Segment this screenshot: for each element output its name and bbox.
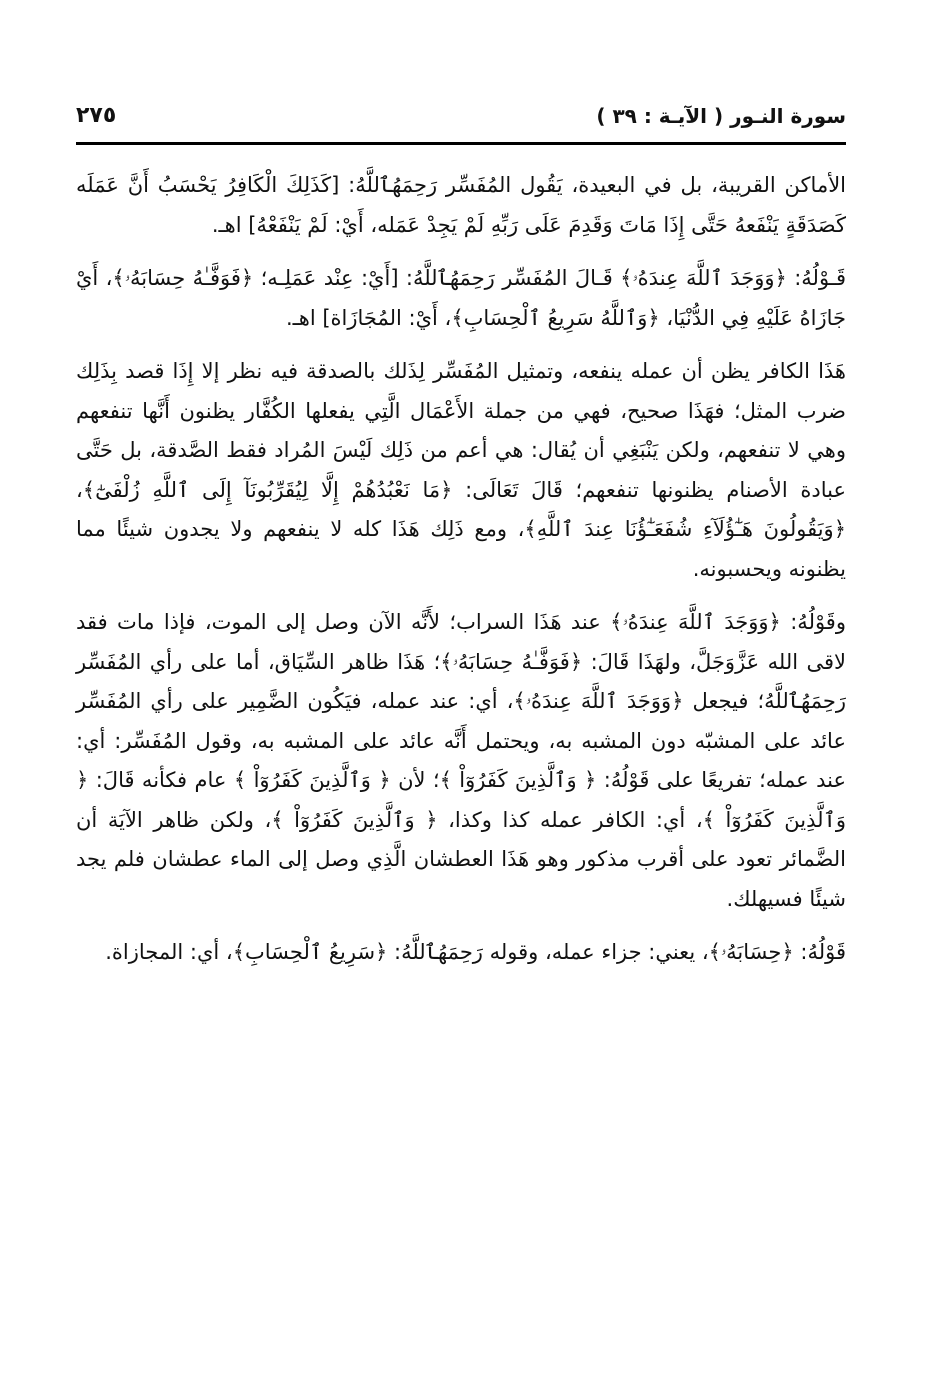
surah-header-title: سورة النـور ( الآيـة : ٣٩ ) — [596, 104, 846, 128]
paragraph-4: وقَوْلُهُ: ﴿وَوَجَدَ ٱللَّهَ عِندَهُۥ﴾ عند هَذَا السراب؛ لأَنَّه الآن وصل إلى الموت، فإذا مات فقد لاقى الله عَزَّوَجَلَّ، ولهَذَا قَالَ: ﴿فَوَفَّـٰهُ حِسَابَهُۥ﴾؛ هَذَا ظاهر السِّيَاق، أما على رأي المُفَسِّر رَحِمَهُٱللَّهُ؛ فيجعل ﴿وَوَجَدَ ٱللَّهَ عِندَهُۥ﴾، أي: عند عمله، فيَكُون الضَّمِير على رأي المُفَسِّر عائد على المشبّه دون المشبه به، ويحتمل أَنَّه عائد على المشبه به، وقول المُفَسِّر: أي: عند عمله؛ تفريعًا على قَوْلُهُ: ﴿ وَٱلَّذِينَ كَفَرُوٓاْ ﴾؛ لأن ﴿ وَٱلَّذِينَ كَفَرُوٓاْ ﴾ عام فكأنه قَالَ: ﴿ وَٱلَّذِينَ كَفَرُوٓاْ ﴾، أي: الكافر عمله كذا وكذا، ﴿ وَٱلَّذِينَ كَفَرُوٓاْ ﴾، ولكن ظاهر الآيَة أن الضَّمائر تعود على أقرب مذكور وهو هَذَا العطشان الَّذِي وصل إلى الماء عطشان فلم يجد شيئًا فسيهلك. — [76, 610, 846, 911]
paragraph-5: قَوْلُهُ: ﴿حِسَابَهُۥ﴾، يعني: جزاء عمله، وقوله رَحِمَهُٱللَّهُ: ﴿سَرِيعُ ٱلْحِسَابِ﴾، أي: المجازاة. — [105, 940, 846, 964]
header-rule — [76, 142, 846, 145]
paragraph-2: قَـوْلُهُ: ﴿وَوَجَدَ ٱللَّهَ عِندَهُۥ﴾ قَـالَ المُفَسِّر رَحِمَهُٱللَّهُ: [أَيْ: عِنْد عَمَلِـه؛ ﴿فَوَفَّـٰهُ حِسَابَهُۥ﴾، أَيْ جَازَاهُ عَلَيْهِ فِي الدُّنْيَا، ﴿وَٱللَّهُ سَرِيعُ ٱلْحِسَابِ﴾، أَيْ: المُجَازَاة] اهـ. — [76, 266, 846, 330]
paragraph-1: الأماكن القريبة، بل في البعيدة، يَقُول المُفَسِّر رَحِمَهُٱللَّهُ: [كَذَلِكَ الْكَافِرُ يَحْسَبُ أَنَّ عَمَلَه كَصَدَقَةٍ يَنْفَعهُ حَتَّى إِذَا مَاتَ وَقَدِمَ عَلَى رَبِّهِ لَمْ يَجِدْ عَمَله، أَيْ: لَمْ يَنْفَعْهُ] اهـ. — [76, 173, 846, 237]
page-header — [76, 96, 846, 136]
page-number: ٢٧٥ — [76, 103, 117, 128]
paragraph-3: هَذَا الكافر يظن أن عمله ينفعه، وتمثيل المُفَسِّر لِذَلك بالصدقة فيه نظر إلا إِذَا قصد بِذَلِك ضرب المثل؛ فهَذَا صحيح، فهي من جملة الأَعْمَال الَّتِي يفعلها الكُفَّار يظنون أَنَّها تنفعهم وهي لا تنفعهم، ولكن يَنْبَغِي أن يُقال: هي أعم من ذَلِك لَيْسَ المُراد فقط الصَّدقة، بل حَتَّى عبادة الأصنام يظنونها تنفعهم؛ قَالَ تَعَالَى: ﴿مَا نَعْبُدُهُمْ إِلَّا لِيُقَرِّبُونَآ إِلَى ٱللَّهِ زُلْفَىٰٓ﴾، ﴿وَيَقُولُونَ هَـٰٓؤُلَآءِ شُفَعَـٰٓؤُنَا عِندَ ٱللَّهِ﴾، ومع ذَلِك هَذَا كله لا ينفعهم ولا يجدون شيئًا مما يظنونه ويحسبونه. — [76, 359, 846, 581]
main-text — [76, 166, 846, 973]
